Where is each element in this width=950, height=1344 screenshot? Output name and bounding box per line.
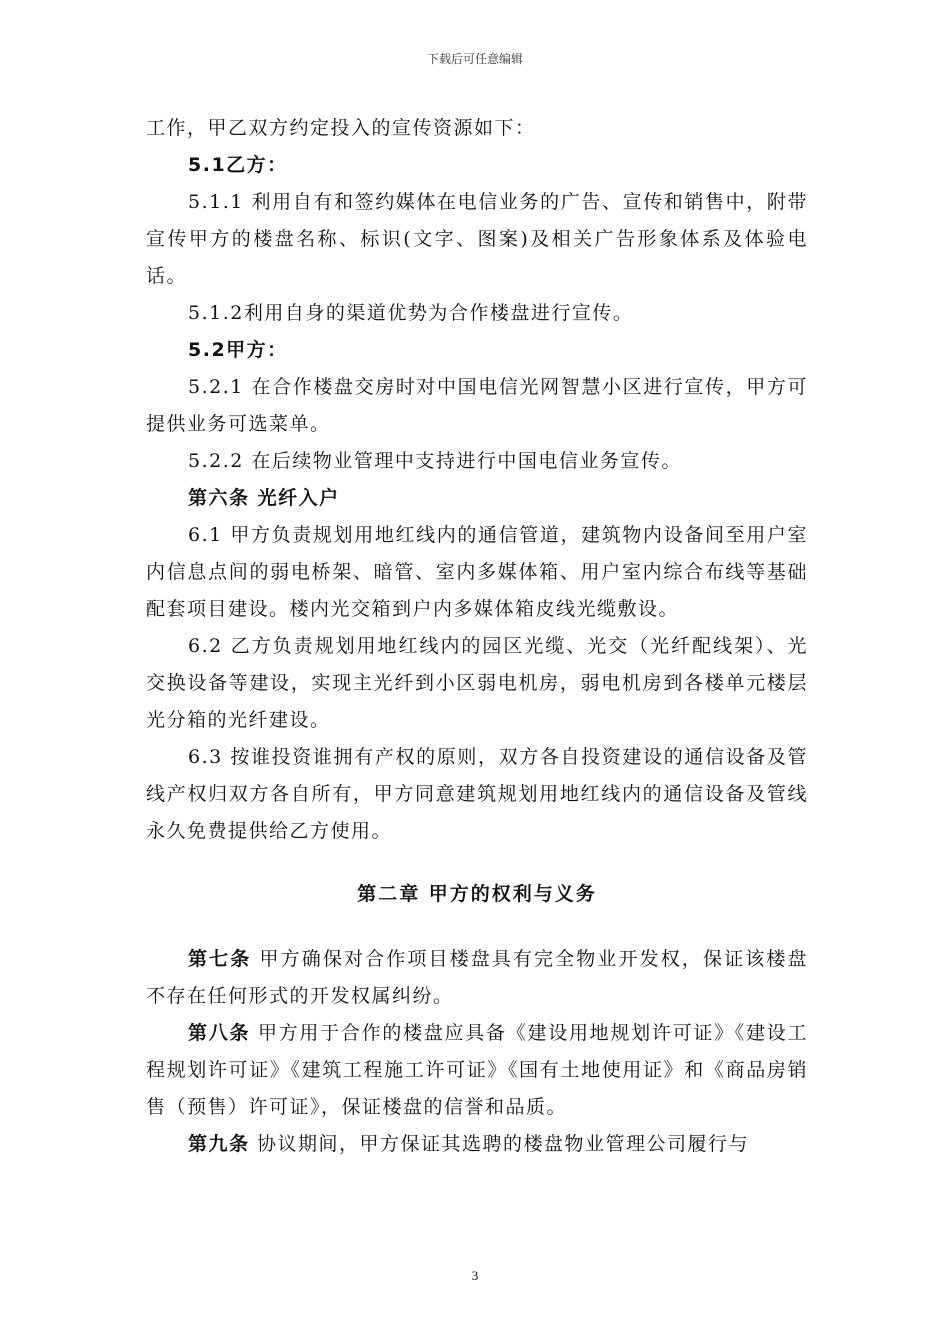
clause-5-2-1: 5.2.1 在合作楼盘交房时对中国电信光网智慧小区进行宣传，甲方可提供业务可选菜单。 [146, 376, 808, 435]
article-8-text: 甲方用于合作的楼盘应具备《建设用地规划许可证》《建设工程规划许可证》《建筑工程施工许可证》《国有土地使用证》和《商品房销售（预售）许可证》，保证楼盘的信誉和品质。 [146, 1022, 808, 1118]
article-7-text: 甲方确保对合作项目楼盘具有完全物业开发权，保证该楼盘不存在任何形式的开发权属纠纷。 [146, 948, 808, 1007]
article-9-text: 协议期间，甲方保证其选聘的楼盘物业管理公司履行与 [249, 1133, 750, 1155]
clause-6-2: 6.2 乙方负责规划用地红线内的园区光缆、光交（光纤配线架）、光交换设备等建设，实现主光纤到小区弱电机房，弱电机房到各楼单元楼层光分箱的光纤建设。 [146, 635, 808, 731]
article-9 [146, 1126, 808, 1163]
paragraph: 工作，甲乙双方约定投入的宣传资源如下： [146, 117, 536, 139]
article-6-heading: 第六条 光纤入户 [188, 487, 340, 509]
document-body [146, 110, 808, 1163]
article-7-label: 第七条 [188, 948, 252, 970]
article-9-label: 第九条 [188, 1133, 250, 1155]
chapter-title: 第二章 甲方的权利与义务 [357, 883, 597, 905]
clause-5-1-2: 5.1.2利用自身的渠道优势为合作楼盘进行宣传。 [188, 302, 634, 324]
article-8 [146, 1015, 808, 1126]
clause-5-1-1: 5.1.1 利用自有和签约媒体在电信业务的广告、宣传和销售中，附带宣传甲方的楼盘名称、标识(文字、图案)及相关广告形象体系及体验电话。 [146, 191, 808, 287]
clause-6-3: 6.3 按谁投资谁拥有产权的原则，双方各自投资建设的通信设备及管线产权归双方各自所有，甲方同意建筑规划用地红线内的通信设备及管线永久免费提供给乙方使用。 [146, 746, 808, 842]
clause-5-2-2: 5.2.2 在后续物业管理中支持进行中国电信业务宣传。 [188, 450, 682, 472]
section-heading-5-1: 5.1乙方： [188, 154, 288, 176]
article-8-label: 第八条 [188, 1022, 251, 1044]
clause-6-1: 6.1 甲方负责规划用地红线内的通信管道，建筑物内设备间至用户室内信息点间的弱电桥架、暗管、室内多媒体箱、用户室内综合布线等基础配套项目建设。楼内光交箱到户内多媒体箱皮线光缆敷设。 [146, 524, 808, 620]
page-header: 下载后可任意编辑 [426, 52, 523, 66]
article-7 [146, 941, 808, 1015]
page-number: 3 [471, 1268, 479, 1283]
section-heading-5-2: 5.2甲方： [188, 339, 288, 361]
